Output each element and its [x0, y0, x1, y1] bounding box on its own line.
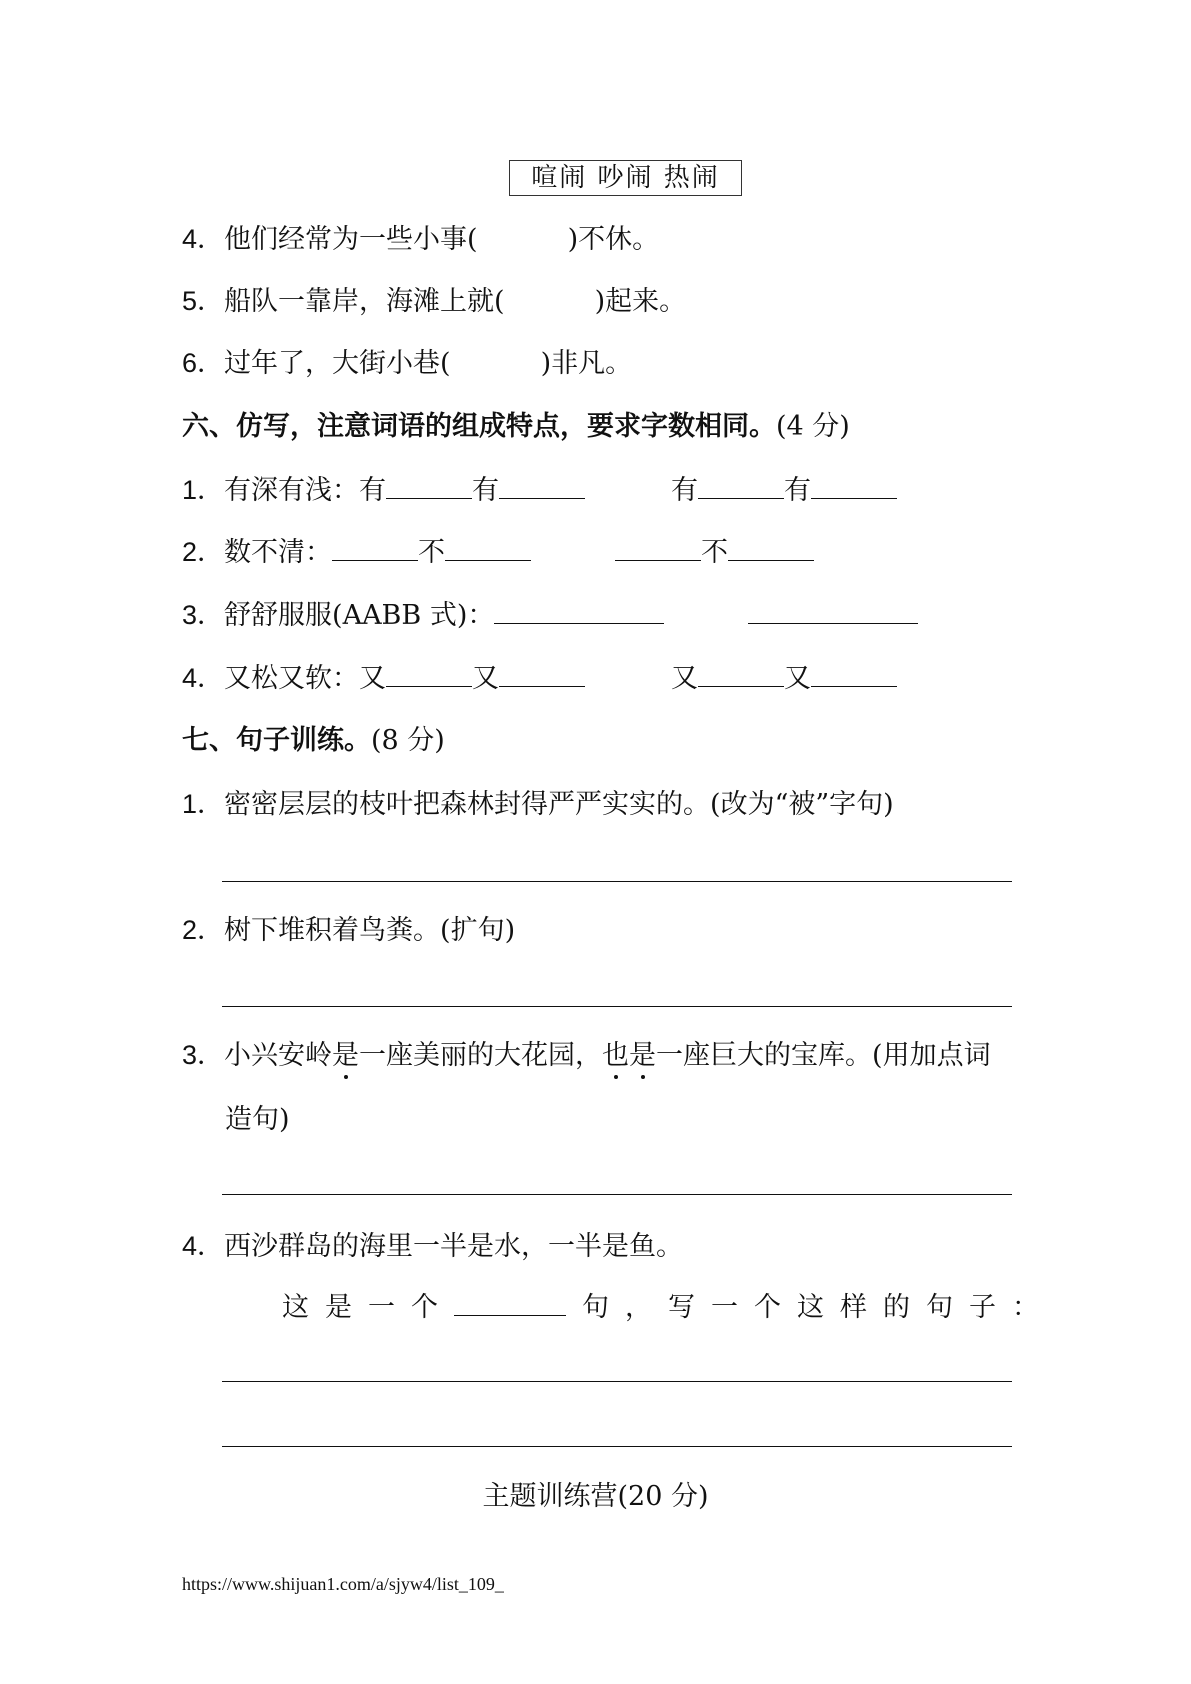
item-label: 有深有浅： — [224, 475, 360, 506]
question-text-pre: 船队一靠岸，海滩上就( — [224, 286, 505, 317]
item-label: 又松又软： — [224, 663, 360, 694]
fill-blank[interactable] — [494, 599, 664, 624]
word-choice-box: 喧闹 吵闹 热闹 — [509, 160, 742, 196]
fill-blank[interactable] — [615, 536, 701, 561]
question-text: 句，写一个这样的句子： — [582, 1292, 1055, 1323]
item-label: 数不清： — [224, 537, 333, 568]
question-text-pre: 过年了，大街小巷( — [224, 348, 451, 379]
section-title: 七、句子训练。 — [182, 725, 371, 756]
question-number: 4． — [182, 224, 225, 254]
section-score: (4 分) — [776, 411, 850, 442]
fill-blank[interactable] — [748, 599, 918, 624]
s6-item-4 — [182, 661, 897, 696]
fill-blank[interactable] — [454, 1291, 566, 1316]
fill-blank[interactable] — [386, 474, 472, 499]
fill-blank[interactable] — [698, 474, 784, 499]
question-text: 小兴安岭 — [224, 1040, 333, 1071]
s7-question-1 — [182, 787, 894, 822]
item-char: 又 — [472, 663, 500, 694]
fill-blank[interactable] — [499, 474, 585, 499]
question-number: 3． — [182, 1040, 225, 1070]
item-char: 又 — [671, 663, 699, 694]
answer-line[interactable] — [222, 1381, 1012, 1382]
item-char: 又 — [359, 663, 387, 694]
question-6 — [182, 346, 632, 381]
question-hint: (用加点词 — [872, 1040, 991, 1071]
s7-question-3 — [182, 1038, 991, 1073]
question-hint: (扩句) — [440, 915, 516, 946]
fill-blank[interactable] — [811, 474, 897, 499]
item-number: 2． — [182, 537, 225, 567]
answer-line[interactable] — [222, 881, 1012, 882]
fill-blank[interactable] — [386, 662, 472, 687]
s6-item-3 — [182, 598, 918, 633]
answer-line[interactable] — [222, 1446, 1012, 1447]
question-4 — [182, 222, 659, 257]
question-text: 一座美丽的大花园， — [359, 1040, 603, 1071]
dotted-char: 是 — [629, 1040, 657, 1071]
footer-url[interactable]: https://www.shijuan1.com/a/sjyw4/list_109_ — [182, 1574, 504, 1594]
s7-question-2 — [182, 913, 515, 948]
question-text: 树下堆积着鸟粪。 — [224, 915, 441, 946]
item-number: 1． — [182, 475, 225, 505]
question-text: 西沙群岛的海里一半是水，一半是鱼。 — [224, 1231, 684, 1262]
item-char: 有 — [784, 475, 812, 506]
s7-question-3-hint-cont: 造句) — [225, 1104, 290, 1135]
fill-blank[interactable] — [499, 662, 585, 687]
dotted-char: 也 — [602, 1040, 630, 1071]
s6-item-1 — [182, 473, 897, 508]
section-score: (8 分) — [371, 725, 445, 756]
item-label: 舒舒服服(AABB 式)： — [224, 600, 495, 631]
fill-blank[interactable] — [445, 536, 531, 561]
dotted-char: 是 — [332, 1040, 360, 1071]
question-text-post: )不休。 — [567, 224, 660, 255]
question-text: 这是一个 — [282, 1292, 454, 1323]
item-number: 4． — [182, 663, 225, 693]
item-char: 不 — [418, 537, 446, 568]
item-char: 不 — [701, 537, 729, 568]
s6-item-2 — [182, 535, 814, 570]
section-6-heading — [182, 410, 850, 444]
fill-blank[interactable] — [332, 536, 418, 561]
item-char: 有 — [472, 475, 500, 506]
question-hint: (改为“被”字句) — [710, 789, 894, 820]
question-number: 4． — [182, 1231, 225, 1261]
fill-blank[interactable] — [811, 662, 897, 687]
answer-line[interactable] — [222, 1006, 1012, 1007]
section-title: 六、仿写，注意词语的组成特点，要求字数相同。 — [182, 411, 776, 442]
fill-blank[interactable] — [698, 662, 784, 687]
section-title-next: 主题训练营(20 分) — [482, 1481, 709, 1512]
s7-question-4 — [182, 1229, 683, 1264]
question-5 — [182, 284, 686, 319]
answer-line[interactable] — [222, 1194, 1012, 1195]
question-number: 5． — [182, 286, 225, 316]
section-7-heading — [182, 724, 445, 758]
item-char: 有 — [359, 475, 387, 506]
item-number: 3． — [182, 600, 225, 630]
question-text-pre: 他们经常为一些小事( — [224, 224, 478, 255]
s7-question-4-sub — [282, 1291, 1055, 1325]
item-char: 又 — [784, 663, 812, 694]
question-number: 2． — [182, 915, 225, 945]
question-text: 密密层层的枝叶把森林封得严严实实的。 — [224, 789, 711, 820]
question-number: 1． — [182, 789, 225, 819]
question-text-post: )非凡。 — [540, 348, 633, 379]
question-text-post: )起来。 — [594, 286, 687, 317]
question-number: 6． — [182, 348, 225, 378]
question-text: 一座巨大的宝库。 — [656, 1040, 873, 1071]
item-char: 有 — [671, 475, 699, 506]
fill-blank[interactable] — [728, 536, 814, 561]
